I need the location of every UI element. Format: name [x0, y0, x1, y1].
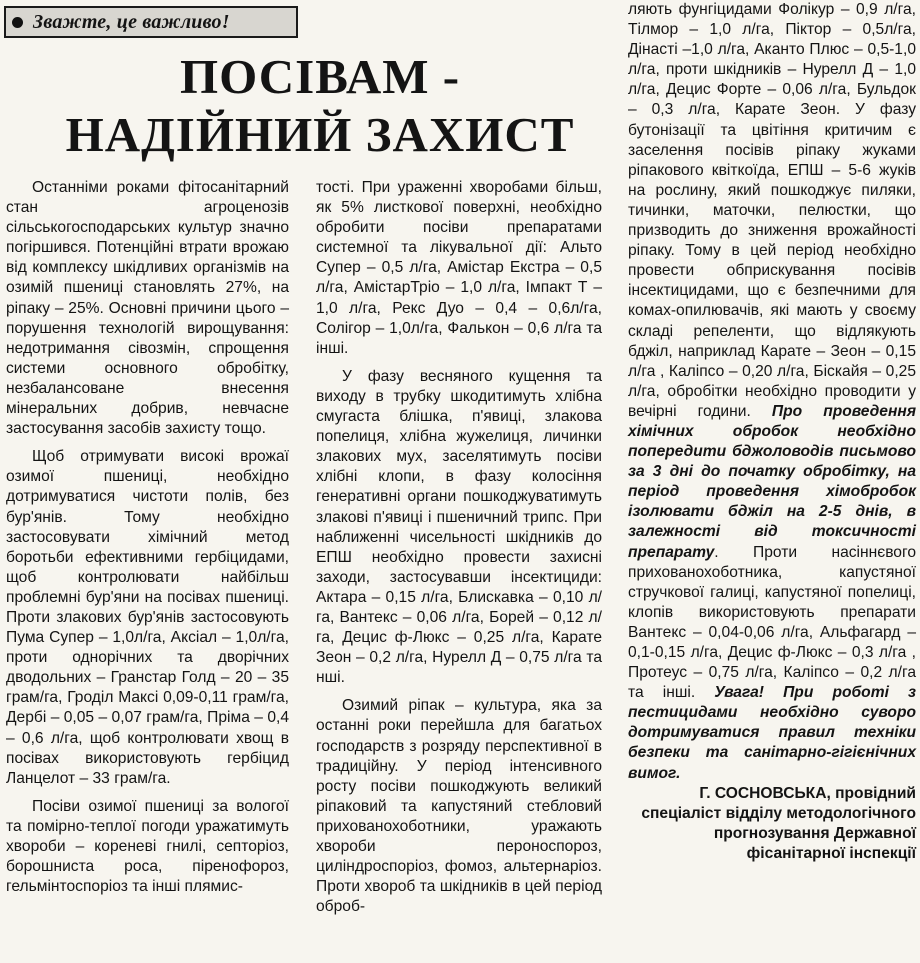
column-2: [316, 178, 602, 917]
rubric-banner: [4, 6, 298, 38]
column-3: [628, 0, 916, 864]
paragraph: Останніми роками фітосанітарний стан агроценозів сільськогосподарських культур значно погіршився. Потенційні втрати врожаю від комплексу шкідливих організмів на озимій пшениці становлять 27%, на ріпаку – 25%. Основні причини цього – порушення технологій вирощування: недотримання сівозмін, спрощення системи основного обробітку, незбалансоване внесення мінеральних добрив, невчасне застосування засобів захисту тощо.: [6, 179, 289, 438]
safety-warning-text: Увага! При роботі з пестицидами необхідно суворо дотримуватися правил техніки безпеки та санітарно-гігієнічних вимог.: [628, 684, 916, 782]
paragraph: У фазу весняного кущення та виходу в трубку шкодитимуть хлібна смугаста блішка, п'явиці, злакова попелиця, хлібна жужелиця, личинки злакових мух, заселятимуть посіви хлібні клопи, в фазу колосіння генеративні органи пошкоджуватимуть злакові п'явиці і пшеничний трипс. При наближенні чисельності шкідників до ЕПШ необхідно провести захисні заходи, застосувавши інсектициди: Актара – 0,15 л/га, Блискавка – 0,10 л/га, Вантекс – 0,06 л/га, Борей – 0,12 л/га, Децис ф-Люкс – 0,25 л/га, Карате Зеон – 0,2 л/га, Нурелл Д – 0,75 л/га та нші.: [316, 367, 602, 687]
column-1: [6, 178, 289, 897]
bullet-icon: [12, 17, 23, 28]
article-title: [20, 48, 620, 164]
paragraph: Щоб отримувати високі врожаї озимої пшениці, необхідно дотримуватися чистоти полів, без бур'янів. Тому необхідно застосовувати хімічний метод боротьби ефективними гербіцидами, щоб контролювати найбільш проблемні бур'яни на посівах пшениці. Проти злакових бур'янів застосовують Пума Супер – 1,0л/га, Аксіал – 1,0л/га, проти однорічних та дворічних дводольних – Гранстар Голд – 20 – 35 грам/га, Гроділ Максі 0,09-0,11 грам/га, Дербі – 0,05 – 0,07 грам/га, Пріма – 0,4 – 0,6 л/га, щоб контролювати хвощ в посівах використовують гербіцид Ланцелот – 33 грам/га.: [6, 448, 289, 787]
rubric-label: Зважте, це важливо!: [33, 10, 230, 33]
signature-position: спеціаліст відділу методологічного прогнозування Державної фісанітарної інспекції: [641, 804, 916, 862]
paragraph: Посіви озимої пшениці за вологої та помірно-теплої погоди уражатимуть хвороби – кореневі гнилі, септоріоз, борошниста роса, піренофороз, гельмінтоспоріоз та інші плямис-: [6, 797, 289, 896]
title-line-1: ПОСІВАМ -: [179, 49, 461, 104]
paragraph: [628, 0, 916, 784]
bee-warning-text: Про проведення хімічних обробок необхідно попередити бджоловодів письмово за 3 дні до початку обробітку, на період проведення хімобробок ізолювати бджіл на 2-5 днів, в залежності від токсичності препарату: [628, 402, 917, 561]
title-line-2: НАДІЙНИЙ ЗАХИСТ: [65, 107, 575, 162]
paragraph: Озимий ріпак – культура, яка за останні роки перейшла для багатьох господарств з розряду перспективної в традиційну. У період інтенсивного росту посіви пошкоджують великий ріпаковий та капустяний стебловий прихованохоботники, уражають хвороби пероноспороз, циліндроспоріоз, фомоз, альтернаріоз. Проти хвороб та шкідників в цей період оброб-: [316, 697, 602, 916]
paragraph: тості. При ураженні хворобами більш, як 5% листкової поверхні, необхідно обробити посіви препаратами системної та лікувальної дії: Альто Супер – 0,5 л/га, Амістар Екстра – 0,5 л/га, АмістарТріо – 1,0 л/га, Імпакт Т – 1,0 л/га, Рекс Дуо – 0,4 – 0,6л/га, Солігор – 1,0л/га, Фалькон – 0,6 л/га та інші.: [316, 179, 602, 357]
signature-name: Г. СОСНОВСЬКА, провідний: [699, 784, 916, 802]
author-signature: [628, 784, 916, 864]
text-run: . Проти насіннєвого прихованохоботника, капустяної стручкової галиці, капустяної попелиці, клопів використовують препарати Вантекс – 0,04-0,06 л/га, Альфагард – 0,1-0,15 л/га, Децис ф-Люкс – 0,3 л/га , Протеус – 0,75 л/га, Каліпсо – 0,2 л/га та інші.: [628, 543, 916, 702]
text-run: ляють фунгіцидами Фолікур – 0,9 л/га, Тілмор – 1,0 л/га, Піктор – 0,5л/га, Дінасті –1,0 л/га, Аканто Плюс – 0,5-1,0 л/га, проти шкідників – Нурелл Д – 1,0 л/га, Децис Форте – 0,06 л/га, Бульдок – 0,3 л/га, Карате Зеон. У фазу бутонізації та цвітіння критичим є заселення посівів ріпаку жуками ріпакового квіткоїда, ЕПШ – 5-6 жуків на рослину, який пошкоджує пиляки, тичинки, маточки, пелюстки, що призводить до зниження врожайності ріпаку. Тому в цей період необхідно провести обприскування посівів інсектицидами, що є безпечними для комах-опилювачів, які мають у своєму складі репеленти, що відлякують бджіл, наприклад Карате – Зеон – 0,15 л/га , Каліпсо – 0,20 л/га, Біскайя – 0,25 л/га, обробітки необхідно проводити у вечірні години.: [628, 1, 916, 420]
